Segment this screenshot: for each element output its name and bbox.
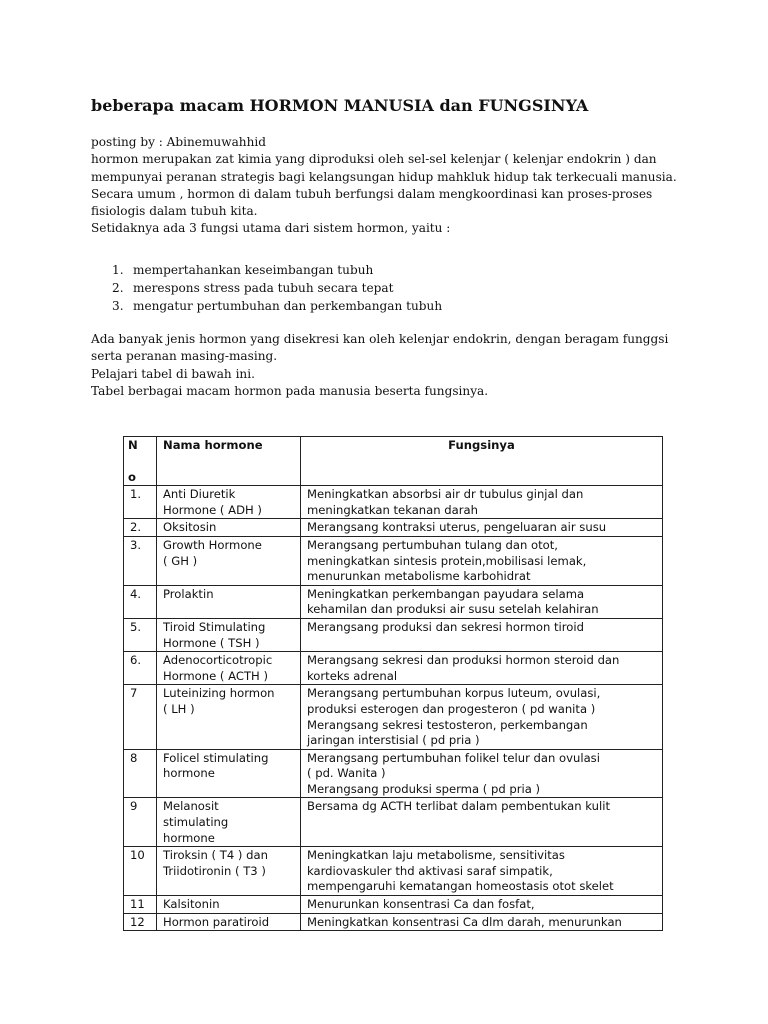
function-line: mempengaruhi kematangan homeostasis otot skelet [307, 879, 614, 894]
hormone-name-line: Tiroksin ( T4 ) dan [163, 848, 268, 863]
cell-function [301, 618, 663, 651]
table-row [124, 685, 663, 749]
table-body [124, 486, 663, 931]
cell-function [301, 486, 663, 519]
hormone-name-line: Hormone ( TSH ) [163, 635, 260, 650]
cell-hormone-name [157, 652, 301, 685]
cell-hormone-name [157, 913, 301, 931]
cell-hormone-name [157, 618, 301, 651]
header-name: Nama hormone [157, 437, 301, 486]
function-line: Meningkatkan perkembangan payudara selama [307, 586, 585, 601]
cell-number: 3. [124, 536, 157, 585]
cell-hormone-name [157, 585, 301, 618]
function-line: Merangsang pertumbuhan folikel telur dan ovulasi [307, 750, 600, 765]
table-row [124, 652, 663, 685]
cell-number: 1. [124, 486, 157, 519]
hormone-name-line: hormone [163, 766, 215, 781]
function-line: Menurunkan konsentrasi Ca dan fosfat, [307, 897, 535, 912]
cell-number: 8 [124, 749, 157, 798]
cell-hormone-name [157, 798, 301, 847]
list-text: merespons stress pada tubuh secara tepat [133, 281, 394, 295]
cell-function [301, 896, 663, 914]
function-line: korteks adrenal [307, 668, 398, 683]
cell-hormone-name [157, 486, 301, 519]
header-function: Fungsinya [301, 437, 663, 486]
function-line: Merangsang pertumbuhan korpus luteum, ovulasi, [307, 686, 601, 701]
function-line: Meningkatkan absorbsi air dr tubulus ginjal dan [307, 487, 584, 502]
function-line: ( pd. Wanita ) [307, 766, 386, 781]
table-row [124, 618, 663, 651]
intro-line: Setidaknya ada 3 fungsi utama dari sistem hormon, yaitu : [91, 221, 451, 236]
paragraph-line: serta peranan masing-masing. [91, 349, 278, 364]
cell-function [301, 536, 663, 585]
table-row [124, 519, 663, 537]
list-number: 3. [112, 299, 124, 313]
cell-hormone-name [157, 519, 301, 537]
function-line: Merangsang sekresi testosteron, perkembangan [307, 717, 588, 732]
function-line: jaringan interstisial ( pd pria ) [307, 733, 480, 748]
function-line: Meningkatkan konsentrasi Ca dlm darah, menurunkan [307, 914, 622, 929]
cell-function [301, 685, 663, 749]
table-row [124, 798, 663, 847]
functions-list [91, 261, 442, 315]
function-line: Merangsang sekresi dan produksi hormon steroid dan [307, 653, 620, 668]
hormone-name-line: Anti Diuretik [163, 487, 236, 502]
intro-line: mempunyai peranan strategis bagi kelangsungan hidup mahkluk hidup tak terkecuali manusia. [91, 169, 677, 184]
cell-hormone-name [157, 749, 301, 798]
cell-function [301, 798, 663, 847]
function-line: meningkatkan sintesis protein,mobilisasi lemak, [307, 553, 587, 568]
cell-function [301, 519, 663, 537]
list-text: mengatur pertumbuhan dan perkembangan tubuh [133, 299, 443, 313]
hormone-name-line: hormone [163, 830, 215, 845]
table-row [124, 749, 663, 798]
intro-line: posting by : Abinemuwahhid [91, 135, 266, 149]
table-row [124, 585, 663, 618]
hormone-table [123, 436, 663, 931]
function-line: Merangsang produksi dan sekresi hormon tiroid [307, 619, 584, 634]
function-line: Merangsang kontraksi uterus, pengeluaran air susu [307, 520, 607, 535]
hormone-name-line: Hormone ( ADH ) [163, 502, 262, 517]
function-line: produksi esterogen dan progesteron ( pd wanita ) [307, 701, 596, 716]
list-text: mempertahankan keseimbangan tubuh [133, 263, 374, 277]
list-number: 1. [112, 263, 124, 277]
intro-line: Secara umum , hormon di dalam tubuh berfungsi dalam mengkoordinasi kan proses-proses [91, 186, 653, 201]
cell-number: 5. [124, 618, 157, 651]
hormone-name-line: Luteinizing hormon [163, 686, 275, 701]
hormone-name-line: Growth Hormone [163, 537, 262, 552]
list-item [91, 279, 442, 297]
paragraph-line: Tabel berbagai macam hormon pada manusia beserta fungsinya. [91, 383, 489, 398]
cell-function [301, 913, 663, 931]
hormone-name-line: Triidotironin ( T3 ) [163, 863, 266, 878]
header-no: N o [124, 437, 157, 486]
cell-number: 12 [124, 913, 157, 931]
intro-line: hormon merupakan zat kimia yang diproduksi oleh sel-sel kelenjar ( kelenjar endokrin ) dan [91, 152, 657, 167]
cell-number: 6. [124, 652, 157, 685]
hormone-name-line: ( GH ) [163, 553, 198, 568]
hormone-name-line: Folicel stimulating [163, 750, 269, 765]
function-line: Merangsang produksi sperma ( pd pria ) [307, 781, 541, 796]
list-number: 2. [112, 281, 124, 295]
function-line: kehamilan dan produksi air susu setelah kelahiran [307, 602, 599, 617]
function-line: kardiovaskuler thd aktivasi saraf simpatik, [307, 863, 553, 878]
cell-hormone-name [157, 685, 301, 749]
cell-number: 11 [124, 896, 157, 914]
intro-paragraph [91, 134, 677, 238]
cell-hormone-name [157, 847, 301, 896]
hormone-name-line: Hormone ( ACTH ) [163, 668, 268, 683]
cell-function [301, 847, 663, 896]
cell-number: 7 [124, 685, 157, 749]
intro-line: fisiologis dalam tubuh kita. [91, 204, 258, 219]
function-line: Bersama dg ACTH terlibat dalam pembentukan kulit [307, 799, 611, 814]
function-line: meningkatkan tekanan darah [307, 502, 478, 517]
list-item [91, 261, 442, 279]
hormone-name-line: Melanosit [163, 799, 219, 814]
hormone-name-line: Adenocorticotropic [163, 653, 273, 668]
hormone-name-line: Hormon paratiroid [163, 914, 270, 929]
list-item [91, 297, 442, 315]
cell-function [301, 749, 663, 798]
hormone-name-line: Prolaktin [163, 586, 214, 601]
cell-number: 9 [124, 798, 157, 847]
table-header-row [124, 437, 663, 486]
cell-number: 4. [124, 585, 157, 618]
cell-function [301, 652, 663, 685]
cell-number: 10 [124, 847, 157, 896]
table-row [124, 847, 663, 896]
cell-function [301, 585, 663, 618]
hormone-name-line: ( LH ) [163, 701, 195, 716]
hormone-name-line: Oksitosin [163, 520, 217, 535]
paragraph-line: Ada banyak jenis hormon yang disekresi kan oleh kelenjar endokrin, dengan beragam funggsi [91, 332, 669, 346]
function-line: Meningkatkan laju metabolisme, sensitivitas [307, 848, 565, 863]
hormone-name-line: Kalsitonin [163, 897, 220, 912]
hormone-name-line: stimulating [163, 815, 229, 830]
table-row [124, 913, 663, 931]
function-line: menurunkan metabolisme karbohidrat [307, 569, 531, 584]
paragraph-line: Pelajari tabel di bawah ini. [91, 366, 255, 381]
table-row [124, 486, 663, 519]
cell-hormone-name [157, 536, 301, 585]
hormone-name-line: Tiroid Stimulating [163, 619, 266, 634]
table-row [124, 896, 663, 914]
function-line: Merangsang pertumbuhan tulang dan otot, [307, 537, 558, 552]
cell-number: 2. [124, 519, 157, 537]
page-title: beberapa macam HORMON MANUSIA dan FUNGSINYA [91, 96, 589, 115]
table-row [124, 536, 663, 585]
cell-hormone-name [157, 896, 301, 914]
second-paragraph [91, 331, 668, 400]
